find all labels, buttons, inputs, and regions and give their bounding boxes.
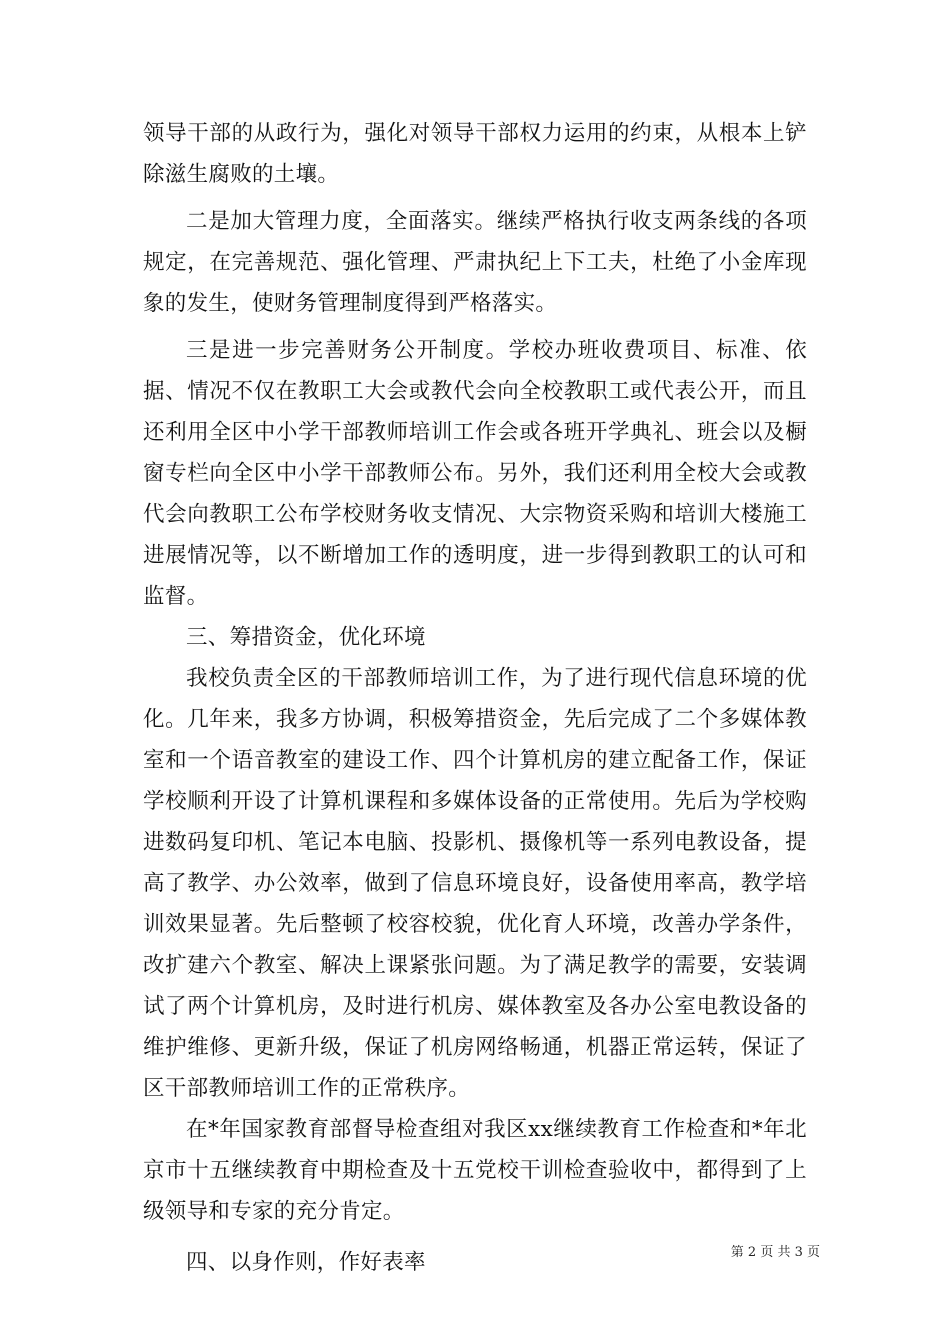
paragraph-funding-environment: 我校负责全区的干部教师培训工作，为了进行现代信息环境的优化。几年来，我多方协调，积极筹措资金，先后完成了二个多媒体教室和一个语音教室的建设工作、四个计算机房的建立配备工作，保证学校顺利开设了计算机课程和多媒体设备的正常使用。先后为学校购进数码复印机、笔记本电脑、投影机、摄像机等一系列电教设备，提高了教学、办公效率，做到了信息环境良好，设备使用率高，教学培训效果显著。先后整顿了校容校貌，优化育人环境，改善办学条件，改扩建六个教室、解决上课紧张问题。为了满足教学的需要，安装调试了两个计算机房，及时进行机房、媒体教室及各办公室电教设备的维护维修、更新升级，保证了机房网络畅通，机器正常运转，保证了区干部教师培训工作的正常秩序。 — [143, 666, 807, 1101]
paragraph-financial-disclosure: 三是进一步完善财务公开制度。学校办班收费项目、标准、依据、情况不仅在教职工大会或教代会向全校教职工或代表公开，而且还利用全区中小学干部教师培训工作会或各班开学典礼、班会以及橱窗专栏向全区中小学干部教师公布。另外，我们还利用全校大会或教代会向教职工公布学校财务收支情况、大宗物资采购和培训大楼施工进展情况等，以不断增加工作的透明度，进一步得到教职工的认可和监督。 — [143, 338, 807, 609]
paragraph-inspection: 在*年国家教育部督导检查组对我区xx继续教育工作检查和*年北京市十五继续教育中期检查及十五党校干训检查验收中，都得到了上级领导和专家的充分肯定。 — [143, 1117, 807, 1224]
section-heading-funding: 三、筹措资金，优化环境 — [186, 625, 426, 650]
paragraph-continuation: 领导干部的从政行为，强化对领导干部权力运用的约束，从根本上铲除滋生腐败的土壤。 — [143, 121, 807, 187]
page-number-footer: 第 2 页 共 3 页 — [730, 1245, 820, 1260]
section-heading-example: 四、以身作则，作好表率 — [186, 1250, 426, 1275]
paragraph-management: 二是加大管理力度，全面落实。继续严格执行收支两条线的各项规定，在完善规范、强化管理、严肃执纪上下工夫，杜绝了小金库现象的发生，使财务管理制度得到严格落实。 — [143, 209, 807, 316]
document-body — [143, 113, 807, 1283]
